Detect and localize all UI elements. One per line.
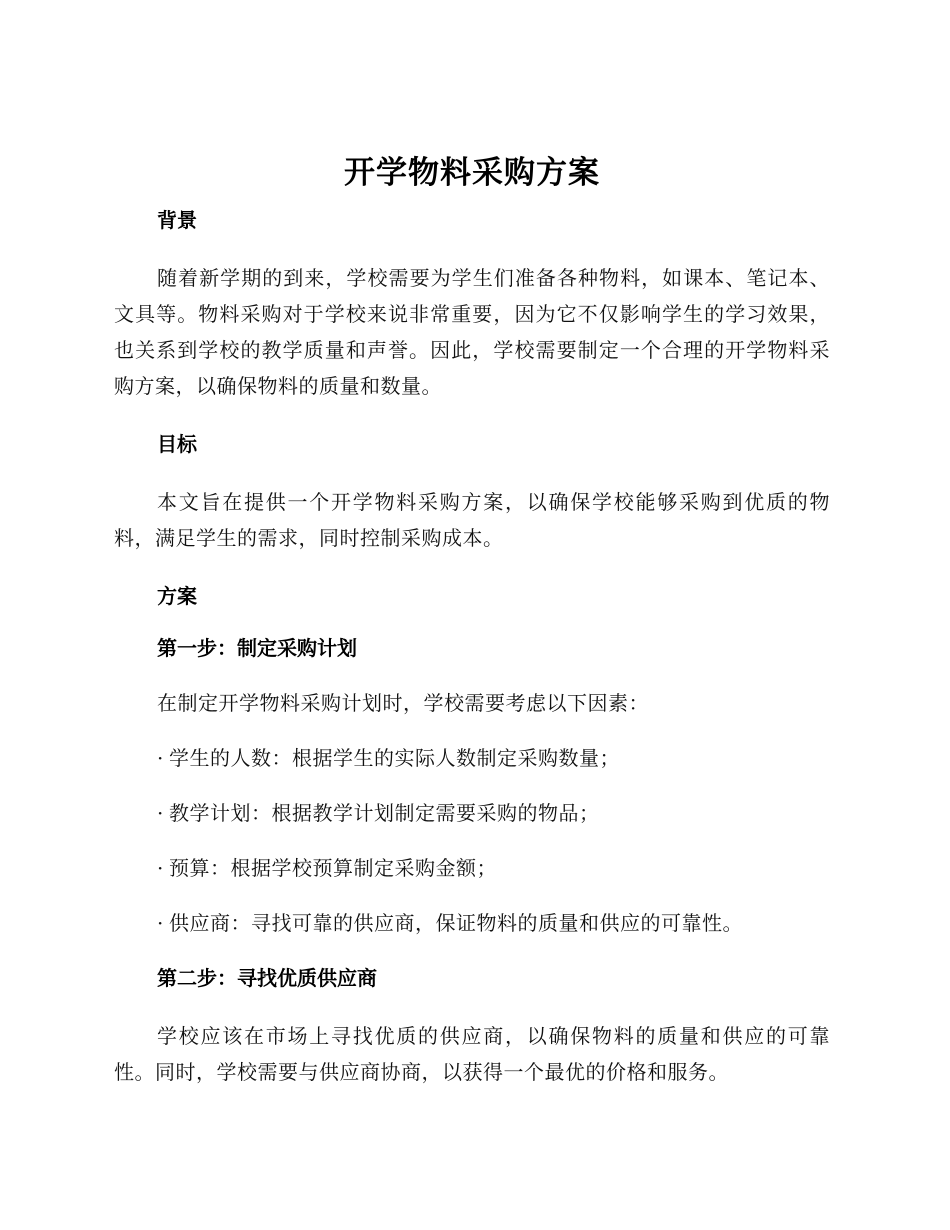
- paragraph-background: 随着新学期的到来，学校需要为学生们准备各种物料，如课本、笔记本、文具等。物料采购对于学校来说非常重要，因为它不仅影响学生的学习效果，也关系到学校的教学质量和声誉。因此，学校需要制定一个合理的开学物料采购方案，以确保物料的质量和数量。: [114, 266, 830, 398]
- heading-background: 背景: [157, 208, 197, 232]
- heading-step2: 第二步：寻找优质供应商: [157, 966, 377, 990]
- step1-intro: [114, 689, 830, 717]
- list-item: [114, 909, 830, 937]
- heading-step1: 第一步：制定采购计划: [157, 636, 357, 660]
- list-item-text: 预算：根据学校预算制定采购金额；: [169, 856, 497, 880]
- paragraph-goal: 本文旨在提供一个开学物料采购方案，以确保学校能够采购到优质的物料，满足学生的需求，同时控制采购成本。: [114, 490, 830, 550]
- list-item-text: 供应商：寻找可靠的供应商，保证物料的质量和供应的可靠性。: [169, 911, 743, 935]
- document-title: 开学物料采购方案: [344, 155, 600, 191]
- list-item-text: 学生的人数：根据学生的实际人数制定采购数量；: [169, 746, 620, 770]
- bullet-dot: ·: [157, 856, 164, 880]
- list-item: [114, 744, 830, 772]
- bullet-dot: ·: [157, 911, 164, 935]
- list-item: [114, 854, 830, 882]
- heading-goal: 目标: [157, 432, 197, 456]
- list-item: [114, 799, 830, 827]
- document-body: [114, 150, 830, 1090]
- heading-plan: 方案: [157, 584, 197, 608]
- list-item-text: 教学计划：根据教学计划制定需要采购的物品；: [169, 801, 600, 825]
- bullet-dot: ·: [157, 801, 164, 825]
- bullet-dot: ·: [157, 746, 164, 770]
- paragraph-step2: 学校应该在市场上寻找优质的供应商，以确保物料的质量和供应的可靠性。同时，学校需要与供应商协商，以获得一个最优的价格和服务。: [114, 1024, 830, 1084]
- step1-intro-text: 在制定开学物料采购计划时，学校需要考虑以下因素：: [157, 691, 649, 715]
